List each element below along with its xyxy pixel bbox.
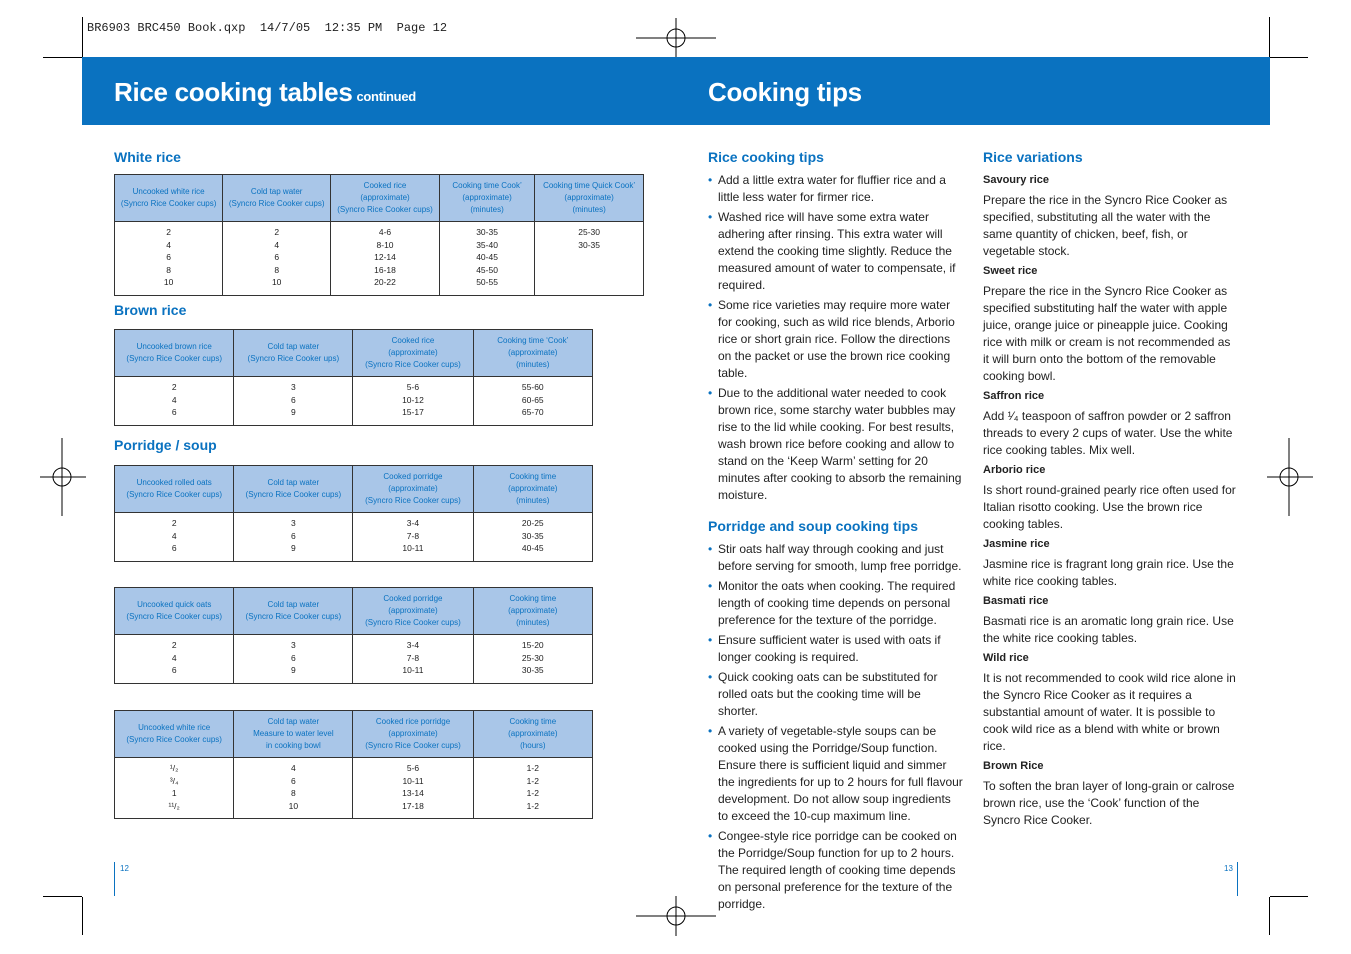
column-header-line: Cold tap water (267, 717, 320, 726)
column-header (115, 588, 234, 635)
variation-name: Savoury rice (983, 174, 1050, 186)
cell-value: 12-14 (374, 252, 396, 263)
table-row (115, 222, 644, 296)
column-header-line: (Syncro Rice Cooker cups) (120, 199, 217, 208)
table-cell (234, 377, 353, 426)
cell-value: 6 (171, 407, 177, 418)
variation-name: Wild rice (983, 652, 1029, 664)
cell-value: 1-2 (526, 788, 539, 799)
cell-value: 4 (291, 763, 296, 773)
tip-item: • Quick cooking oats can be substituted for rolled oats but the cooking time will be shorter. (708, 669, 964, 720)
column-header-line: (Syncro Rice Cooker cups) (365, 618, 461, 627)
cell-value: 4-6 (378, 227, 392, 237)
cell-value: 4 (171, 652, 177, 663)
column-header-line: (approximate) (388, 606, 438, 615)
table-cell (353, 513, 473, 562)
cell-value: ¹¹/₂ (168, 800, 180, 811)
cell-value: 6 (171, 665, 177, 676)
page-number-rule (1237, 862, 1238, 896)
cell-value: 30-35 (521, 530, 544, 541)
column-header-line: Cooking time Cook’ (452, 181, 522, 190)
cell-value: 13-14 (402, 788, 424, 799)
cell-value: 8 (291, 788, 296, 799)
column-header (115, 466, 234, 513)
column-header-line: Cold tap water (250, 187, 303, 196)
column-header (234, 330, 353, 377)
table-cell (115, 513, 234, 562)
column-header-line: (Syncro Rice Cooker cups) (228, 199, 325, 208)
cell-value: 1-2 (526, 775, 539, 786)
column-header-line: (approximate) (508, 484, 558, 493)
porridge-tips-heading: Porridge and soup cooking tips (708, 518, 919, 534)
cell-value: 15-17 (402, 407, 424, 418)
column-header-line: (approximate) (508, 606, 558, 615)
variation-text: Prepare the rice in the Syncro Rice Cooker as specified substituting half the water with apple juice, orange juice or pineapple juice. Cooking rice with milk or cream is not recommended as it will burn onto the bottom of the removable cooking bowl. (983, 284, 1231, 383)
column-header-line: (approximate) (388, 348, 438, 357)
tip-item: • Due to the additional water needed to cook brown rice, some starchy water bubbles may rise to the lid while cooking. For best results, wash brown rice before cooking and allow to stand on the ‘Keep Warm’ setting for 20 minutes after cooking to absorb the remaining moisture. (708, 385, 964, 504)
column-header-line: (Syncro Rice Cooker cups) (126, 735, 222, 744)
cell-value: 6 (166, 252, 171, 263)
tip-item: • Stir oats half way through cooking and just before serving for smooth, lump free porridge. (708, 541, 964, 575)
variation-text: Prepare the rice in the Syncro Rice Cooker as specified, substituting all the water with the same quantity of chicken, beef, fish, or vegetable stock. (983, 193, 1228, 258)
column-header (234, 466, 353, 513)
cell-value: 3 (290, 640, 296, 650)
variation-text: Is short round-grained pearly rice often used for Italian risotto cooking. Use the brown rice cooking tables. (983, 483, 1236, 531)
registration-mark-bottom (636, 896, 716, 936)
cell-value: 6 (290, 394, 296, 405)
column-header-line: Cooking time (509, 472, 557, 481)
crop-mark (1269, 17, 1270, 57)
column-header-line: (approximate) (564, 193, 614, 202)
title-suffix: continued (356, 89, 416, 104)
cell-value: 6 (274, 252, 280, 263)
column-header (473, 588, 592, 635)
cell-value: 30-35 (578, 239, 600, 250)
column-header-line: Cooking time ‘Cook’ (497, 336, 569, 345)
column-header-line: (Syncro Rice Cooker cups) (126, 612, 222, 621)
column-header-line: Measure to water level (253, 729, 334, 738)
cell-value: 20-25 (521, 518, 544, 528)
cell-value: 2 (171, 518, 177, 528)
crop-mark (82, 17, 83, 57)
variation-name: Basmati rice (983, 595, 1049, 607)
column-header (115, 175, 223, 222)
table-cell (234, 758, 353, 819)
tip-item: • A variety of vegetable-style soups can be cooked using the Porridge/Soup function. Ensure there is sufficient liquid and simmer the ingredients for up to 2 hours for full flavour development. Do not allow soup ingredients to exceed the 10-cup maximum line. (708, 723, 964, 825)
column-header-line: Cooked porridge (383, 594, 443, 603)
column-header (223, 175, 331, 222)
table-header-row (115, 466, 593, 513)
cell-value: 3 (290, 518, 296, 528)
table-header-row (115, 330, 593, 377)
cell-value: 9 (290, 543, 296, 554)
print-slug: BR6903 BRC450 Book.qxp 14/7/05 12:35 PM Page 12 (87, 21, 448, 35)
cell-value: 55-60 (521, 382, 544, 392)
white-rice-heading: White rice (114, 149, 181, 165)
column-header-line: Uncooked quick oats (137, 600, 212, 609)
column-header-line: Uncooked white rice (138, 723, 211, 732)
page-number-left: 12 (120, 864, 129, 873)
variation-name: Sweet rice (983, 265, 1038, 277)
rice-variations-heading: Rice variations (983, 149, 1083, 165)
column-header-line: Uncooked white rice (132, 187, 205, 196)
column-header-line: Cooked rice (391, 336, 435, 345)
table-row (115, 513, 593, 562)
cell-value: 20-22 (374, 277, 396, 288)
porridge-tips-list (708, 541, 964, 913)
column-header (473, 466, 592, 513)
table-cell (353, 377, 473, 426)
registration-mark-right (1267, 438, 1313, 516)
rice-porridge-table (114, 710, 593, 819)
column-header-line: (approximate) (388, 484, 438, 493)
column-header-line: (Syncro Rice Cooker cups) (126, 490, 222, 499)
cell-value: 2 (166, 227, 171, 237)
crop-mark (1270, 896, 1308, 897)
column-header-line: (approximate) (508, 348, 558, 357)
variation-name: Arborio rice (983, 464, 1046, 476)
cell-value: 60-65 (521, 394, 544, 405)
table-cell (115, 635, 234, 684)
brown-rice-table (114, 329, 593, 426)
column-header-line: Uncooked rolled oats (136, 478, 212, 487)
column-header-line: (Syncro Rice Cooker cups) (337, 205, 433, 214)
table-cell (234, 635, 353, 684)
column-header-line: Cold tap water (267, 478, 320, 487)
column-header-line: (approximate) (508, 729, 558, 738)
quick-oats-table (114, 587, 593, 684)
cell-value: 10 (163, 277, 174, 288)
column-header (353, 466, 473, 513)
tip-item: • Monitor the oats when cooking. The required length of cooking time depends on personal preference for the texture of the porridge. (708, 578, 964, 629)
column-header (353, 588, 473, 635)
cell-value: 6 (171, 543, 177, 554)
column-header (331, 175, 440, 222)
variations-column (983, 149, 1239, 832)
porridge-soup-heading: Porridge / soup (114, 437, 217, 453)
crop-mark (43, 57, 82, 58)
left-page-title (114, 77, 416, 108)
column-header (473, 330, 592, 377)
cell-value: ³/₄ (169, 775, 179, 786)
tip-item: • Some rice varieties may require more water for cooking, such as wild rice blends, Arborio rice or short grain rice. Follow the directions on the packet or use the brown rice cooking table. (708, 297, 964, 382)
cell-value: 3-4 (406, 640, 420, 650)
column-header (234, 588, 353, 635)
cell-value: 10-11 (402, 665, 424, 676)
column-header-line: (Syncro Rice Cooker cups) (365, 741, 461, 750)
cell-value: 3-4 (406, 518, 420, 528)
column-header-line: Cooked porridge (383, 472, 443, 481)
column-header (353, 711, 473, 758)
cell-value: 10 (288, 800, 299, 811)
crop-mark (1269, 897, 1270, 935)
table-cell (115, 222, 223, 296)
table-cell (473, 758, 592, 819)
cell-value: 8 (274, 264, 280, 275)
table-cell (115, 377, 234, 426)
column-header-line: (Syncro Rice Cooker cups) (245, 612, 342, 621)
column-header (439, 175, 534, 222)
cell-value: 9 (290, 407, 296, 418)
cell-value: 5-6 (406, 763, 420, 773)
table-cell (353, 758, 473, 819)
cell-value: 30-35 (476, 227, 498, 237)
column-header-line: (Syncro Rice Cooker cups) (126, 354, 222, 363)
column-header-line: (Syncro Rice Cooker cups) (245, 490, 342, 499)
table-cell (234, 513, 353, 562)
column-header (115, 330, 234, 377)
table-cell (473, 377, 592, 426)
column-header-line: (minutes) (516, 618, 550, 627)
rice-tips-list (708, 172, 964, 504)
cell-value: 17-18 (402, 800, 424, 811)
cell-value: 2 (171, 640, 177, 650)
table-row (115, 377, 593, 426)
page-number-rule (114, 862, 115, 896)
cell-value: 4 (171, 530, 177, 541)
column-header (353, 330, 473, 377)
cell-value: 50-55 (476, 277, 498, 288)
variation-text: Jasmine rice is fragrant long grain rice. Use the white rice cooking tables. (983, 557, 1234, 588)
column-header-line: Cold tap water (267, 342, 320, 351)
page-number-right: 13 (1224, 864, 1233, 873)
variation-name: Jasmine rice (983, 538, 1050, 550)
cell-value: 3 (290, 382, 296, 392)
column-header (234, 711, 353, 758)
table-row (115, 758, 593, 819)
cell-value: 1-2 (526, 800, 539, 811)
rolled-oats-table (114, 465, 593, 562)
column-header-line: (Syncro Rice Cooker cups) (365, 496, 461, 505)
table-cell (223, 222, 331, 296)
tip-item: • Washed rice will have some extra water adhering after rinsing. This extra water will extend the cooking time slightly. Reduce the measured amount of water to compensate, if required. (708, 209, 964, 294)
variation-name: Brown Rice (983, 760, 1044, 772)
table-cell (535, 222, 644, 296)
cell-value: 5-6 (406, 382, 420, 392)
cell-value: 10-12 (402, 394, 424, 405)
cell-value: 4 (274, 239, 280, 250)
rice-tips-heading: Rice cooking tips (708, 149, 824, 165)
cell-value: 7-8 (406, 652, 420, 663)
column-header-line: in cooking bowl (266, 741, 321, 750)
crop-mark (82, 897, 83, 935)
table-cell (473, 635, 592, 684)
cell-value: 40-45 (476, 252, 498, 263)
column-header-line: Cooked rice (363, 181, 407, 190)
column-header-line: (hours) (520, 741, 546, 750)
cell-value: 6 (290, 530, 296, 541)
variation-text: To soften the bran layer of long-grain or calrose brown rice, use the ‘Cook’ function of the Syncro Rice Cooker. (983, 779, 1235, 827)
table-cell (353, 635, 473, 684)
table-row (115, 635, 593, 684)
variation-text: It is not recommended to cook wild rice alone in the Syncro Rice Cooker as it requires a substantial amount of water. It is possible to cook wild rice as a blend with white or brown rice. (983, 671, 1236, 753)
cell-value: 8 (166, 264, 171, 275)
tip-item: • Congee-style rice porridge can be cooked on the Porridge/Soup function for up to 2 hours. The required length of cooking time depends on personal preference for the texture of the porridge. (708, 828, 964, 913)
column-header-line: Cooking time (509, 594, 557, 603)
tip-item: • Add a little extra water for fluffier rice and a little less water for firmer rice. (708, 172, 964, 206)
variation-text: Add ¹⁄₄ teaspoon of saffron powder or 2 saffron threads to every 2 cups of water. Use the white rice cooking tables. Mix well. (983, 409, 1233, 457)
column-header-line: Cooking time Quick Cook’ (543, 181, 636, 190)
table-header-row (115, 588, 593, 635)
cell-value: 2 (171, 382, 177, 392)
cell-value: 8-10 (376, 239, 394, 250)
table-header-row (115, 175, 644, 222)
column-header (473, 711, 592, 758)
registration-mark-top (636, 18, 716, 58)
cell-value: 10-11 (402, 775, 424, 786)
registration-mark-left (40, 438, 86, 516)
cell-value: 4 (166, 239, 171, 250)
table-cell (331, 222, 440, 296)
table-cell (473, 513, 592, 562)
column-header-line: Cooked rice porridge (375, 717, 451, 726)
column-header-line: Cold tap water (267, 600, 320, 609)
cell-value: 4 (171, 394, 177, 405)
table-cell (439, 222, 534, 296)
cell-value: 6 (291, 775, 296, 786)
column-header-line: (minutes) (516, 496, 550, 505)
cell-value: 2 (274, 227, 280, 237)
white-rice-table (114, 174, 644, 296)
crop-mark (43, 896, 82, 897)
column-header-line: (Syncro Rice Cooker cups) (365, 360, 461, 369)
column-header-line: (approximate) (360, 193, 410, 202)
cell-value: 1 (171, 788, 177, 799)
column-header-line: Cooking time (509, 717, 557, 726)
column-header-line: (approximate) (388, 729, 438, 738)
column-header-line: (minutes) (572, 205, 606, 214)
title-text: Rice cooking tables (114, 77, 353, 107)
tips-column (708, 149, 964, 916)
column-header (115, 711, 234, 758)
cell-value: 10 (271, 277, 282, 288)
cell-value: 9 (290, 665, 296, 676)
column-header-line: (approximate) (462, 193, 512, 202)
column-header (535, 175, 644, 222)
cell-value: 7-8 (406, 530, 420, 541)
cell-value: 40-45 (521, 543, 544, 554)
rice-variations-list (983, 172, 1239, 829)
column-header-line: Uncooked brown rice (136, 342, 212, 351)
column-header-line: (minutes) (516, 360, 550, 369)
cell-value: 1-2 (526, 763, 539, 773)
cell-value: 65-70 (521, 407, 544, 418)
cell-value: 25-30 (521, 652, 544, 663)
cell-value: ¹/₂ (169, 763, 179, 773)
column-header-line: (Syncro Rice Cooker ups) (247, 354, 340, 363)
cell-value: 45-50 (476, 264, 498, 275)
brown-rice-heading: Brown rice (114, 302, 187, 318)
crop-mark (1270, 57, 1308, 58)
table-cell (115, 758, 234, 819)
cell-value: 30-35 (521, 665, 544, 676)
table-header-row (115, 711, 593, 758)
variation-name: Saffron rice (983, 390, 1045, 402)
cell-value: 15-20 (521, 640, 544, 650)
variation-text: Basmati rice is an aromatic long grain rice. Use the white rice cooking tables. (983, 614, 1234, 645)
right-page-title: Cooking tips (708, 77, 862, 107)
cell-value: 16-18 (374, 264, 396, 275)
cell-value: 10-11 (402, 543, 424, 554)
cell-value: 25-30 (578, 227, 600, 237)
tip-item: • Ensure sufficient water is used with oats if longer cooking is required. (708, 632, 964, 666)
cell-value: 6 (290, 652, 296, 663)
column-header-line: (minutes) (470, 205, 504, 214)
cell-value: 35-40 (476, 239, 498, 250)
